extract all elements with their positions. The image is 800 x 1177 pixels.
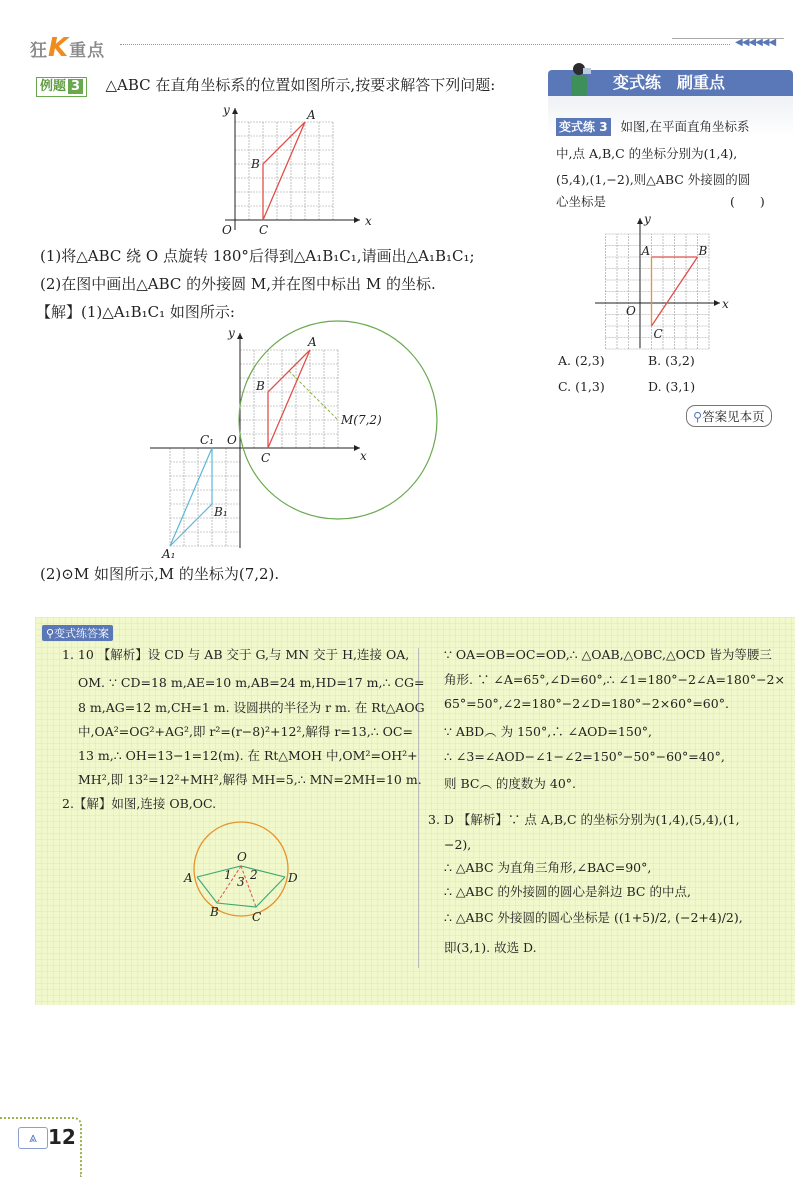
answer-left-line: 8 m,AG=12 m,CH=1 m. 设圆拱的半径为 r m. 在 Rt△AOG	[78, 700, 425, 715]
label-b: B	[251, 157, 260, 171]
answer-right-line: ∵ OA=OB=OC=OD,∴ △OAB,△OBC,△OCD 皆为等腰三	[444, 647, 772, 662]
option-c[interactable]: C. (1,3)	[558, 379, 605, 394]
answer-right-line: ∵ ABD︵ 为 150°,∴ ∠AOD=150°,	[444, 724, 652, 739]
figure-practice-triangle	[598, 212, 729, 355]
label-o: O	[222, 223, 232, 237]
example-heading	[36, 76, 495, 97]
label-a: A	[308, 335, 317, 349]
label-a: A	[641, 244, 651, 258]
practice-line-4: 心坐标是	[556, 194, 607, 209]
answer-right-line: 即(3,1). 故选 D.	[444, 940, 537, 955]
label-d: D	[288, 871, 298, 885]
label-b: B	[256, 379, 265, 393]
option-b[interactable]: B. (3,2)	[648, 353, 695, 368]
example-tag: 例题 3	[36, 77, 87, 97]
answer-left-line: 13 m,∴ OH=13−1=12(m). 在 Rt△MOH 中,OM²=OH²+	[78, 748, 418, 763]
solution-part-2: (2)⊙M 如图所示,M 的坐标为(7,2).	[40, 565, 280, 583]
answer-right-line: ∴ ∠3=∠AOD−∠1−∠2=150°−50°−60°=40°,	[444, 749, 725, 764]
label-b1: B₁	[214, 505, 228, 519]
answer-right-line: −2),	[444, 837, 472, 852]
triangle-a1b1c1	[170, 448, 212, 546]
label-o: O	[227, 433, 237, 447]
key-icon: ⚲	[46, 627, 55, 640]
label-b: B	[210, 905, 219, 919]
question-part-1: (1)将△ABC 绕 O 点旋转 180°后得到△A₁B₁C₁,请画出△A₁B₁C₁;	[40, 247, 475, 265]
brand-logo: 狂K重点	[30, 33, 106, 63]
label-a: A	[184, 871, 193, 885]
angle-2-label: 2	[250, 868, 258, 882]
answer-right-line: ∴ △ABC 外接圆的圆心坐标是 ((1+5)/2, (−2+4)/2),	[444, 910, 743, 925]
label-c: C	[653, 327, 663, 341]
label-o: O	[626, 304, 636, 318]
label-o: O	[237, 850, 247, 864]
label-a1: A₁	[162, 547, 176, 561]
figure-solution-circumcircle	[150, 325, 425, 561]
y-axis-arrow-icon	[232, 108, 238, 114]
solution-part-1: 【解】(1)△A₁B₁C₁ 如图所示:	[36, 303, 235, 321]
key-icon: ⚲	[693, 409, 703, 424]
x-axis-arrow-icon	[354, 217, 360, 223]
answer-right-line: ∴ △ABC 的外接圆的圆心是斜边 BC 的中点,	[444, 884, 691, 899]
compass-icon: ⩓	[18, 1127, 48, 1149]
answer-left-line: 1. 10 【解析】设 CD 与 AB 交于 G,与 MN 交于 H,连接 OA,	[62, 647, 410, 662]
column-divider	[418, 648, 419, 968]
answer-left-line: 2.【解】如图,连接 OB,OC.	[62, 796, 217, 811]
practice-tag: 变式练 3	[556, 118, 611, 136]
practice-banner: 变式练 刷重点	[548, 70, 793, 96]
answers-tag: ⚲变式练答案	[42, 625, 113, 641]
label-y: y	[223, 103, 230, 117]
x-axis-arrow-icon	[714, 300, 720, 306]
y-axis-arrow-icon	[237, 333, 243, 339]
answer-right-line: 角形. ∵ ∠A=65°,∠D=60°,∴ ∠1=180°−2∠A=180°−2×	[444, 672, 785, 687]
header-divider	[120, 44, 730, 45]
answer-right-line: 3. D 【解析】∵ 点 A,B,C 的坐标分别为(1,4),(5,4),(1,	[428, 812, 740, 827]
question-part-2: (2)在图中画出△ABC 的外接圆 M,并在图中标出 M 的坐标.	[40, 275, 436, 293]
practice-line-1: 变式练 3 如图,在平面直角坐标系	[556, 118, 750, 136]
label-b: B	[698, 244, 708, 258]
label-x: x	[365, 214, 372, 228]
label-x: x	[722, 297, 729, 311]
answer-right-line: ∴ △ABC 为直角三角形,∠BAC=90°,	[444, 860, 652, 875]
circle-o	[194, 822, 288, 916]
answer-right-line: 则 BC︵ 的度数为 40°.	[444, 776, 577, 791]
answer-right-line: 65°=50°,∠2=180°−2∠D=180°−2×60°=60°.	[444, 696, 729, 711]
label-c1: C₁	[200, 433, 214, 447]
answer-link-button[interactable]: ⚲答案见本页	[686, 405, 772, 427]
figure-triangle-abc	[200, 100, 380, 240]
label-m: M(7,2)	[341, 413, 382, 427]
label-a: A	[307, 108, 316, 122]
student-illustration-icon	[565, 62, 595, 96]
label-y: y	[228, 326, 235, 340]
triangle-abc	[268, 350, 310, 448]
answer-left-line: 中,OA²=OG²+AG²,即 r²=(r−8)²+12²,解得 r=13,∴ OC=	[78, 724, 413, 739]
angle-1-label: 1	[224, 868, 232, 882]
practice-line-3: (5,4),(1,−2),则△ABC 外接圆的圆	[556, 172, 751, 187]
page-number: 12	[48, 1125, 76, 1149]
label-c: C	[252, 910, 262, 924]
arrow-decoration-icon: ◀◀◀◀◀◀	[735, 37, 776, 48]
option-d[interactable]: D. (3,1)	[648, 379, 696, 394]
answer-left-line: OM. ∵ CD=18 m,AE=10 m,AB=24 m,HD=17 m,∴ CG=	[78, 675, 425, 690]
y-axis-arrow-icon	[637, 218, 643, 224]
angle-3-label: 3	[237, 875, 245, 889]
label-y: y	[644, 212, 651, 226]
triangle-abc	[263, 122, 305, 220]
practice-line-2: 中,点 A,B,C 的坐标分别为(1,4),	[556, 146, 738, 161]
option-a[interactable]: A. (2,3)	[558, 353, 605, 368]
example-question: △ABC 在直角坐标系的位置如图所示,按要求解答下列问题:	[105, 76, 496, 94]
figure-circle-abcd	[180, 812, 305, 930]
perpendicular-bisector	[289, 371, 338, 420]
label-c: C	[259, 223, 269, 237]
label-c: C	[261, 451, 271, 465]
label-x: x	[360, 449, 367, 463]
answer-blank: ( )	[730, 194, 765, 209]
answer-left-line: MH²,即 13²=12²+MH²,解得 MH=5,∴ MN=2MH=10 m.	[78, 772, 422, 787]
